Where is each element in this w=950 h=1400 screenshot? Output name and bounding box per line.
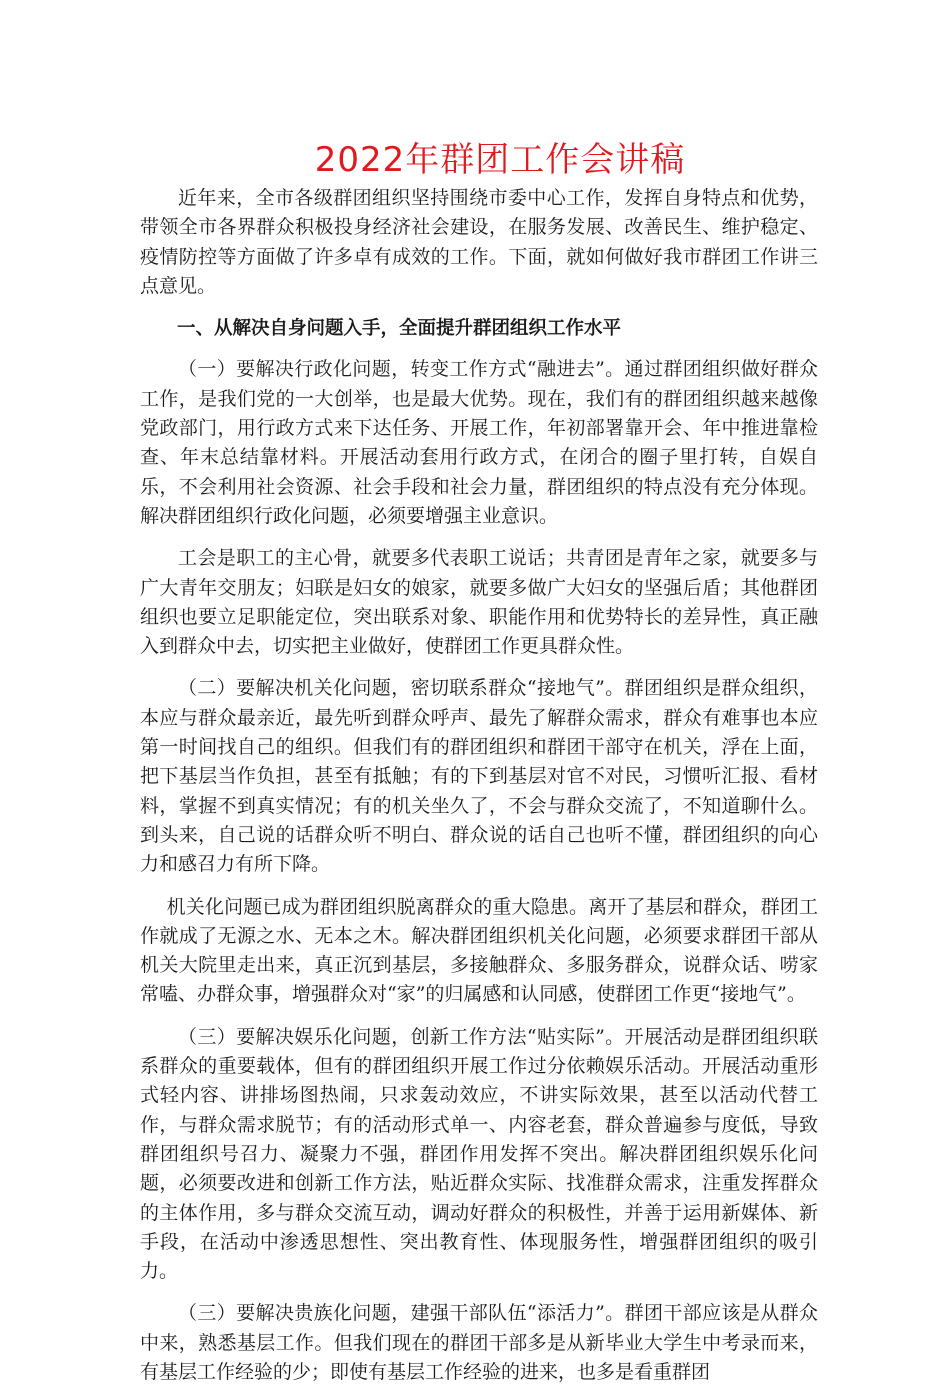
section-heading-1: 一、从解决自身问题入手，全面提升群团组织工作水平 xyxy=(177,318,622,340)
paragraph-intro: 近年来，全市各级群团组织坚持围绕市委中心工作，发挥自身特点和优势，带领全市各界群众积极投身经济社会建设，在服务发展、改善民生、维护稳定、疫情防控等方面做了许多卓有成效的工作。下面，就如何做好我市群团工作讲三点意见。 xyxy=(140,187,818,297)
paragraph-entertainment: （三）要解决娱乐化问题，创新工作方法“贴实际”。开展活动是群团组织联系群众的重要载体，但有的群团组织开展工作过分依赖娱乐活动。开展活动重形式轻内容、讲排场图热闹，只求轰动效应，不讲实际效果，甚至以活动代替工作，与群众需求脱节；有的活动形式单一、内容老套，群众普遍参与度低，导致群团组织号召力、凝聚力不强，群团作用发挥不突出。解决群团组织娱乐化问题，必须要改进和创新工作方法，贴近群众实际、找准群众需求，注重发挥群众的主体作用，多与群众交流互动，调动好群众的积极性，并善于运用新媒体、新手段，在活动中渗透思想性、突出教育性、体现服务性，增强群团组织的吸引力。 xyxy=(140,1025,818,1283)
paragraph-grassroots: 机关化问题已成为群团组织脱离群众的重大隐患。离开了基层和群众，群团工作就成了无源之水、无本之木。解决群团组织机关化问题，必须要求群团干部从机关大院里走出来，真正沉到基层，多接触群众、多服务群众，说群众话、唠家常嗑、办群众事，增强群众对“家”的归属感和认同感，使群团工作更“接地气”。 xyxy=(140,895,818,1006)
paragraph-administrative: （一）要解决行政化问题，转变工作方式“融进去”。通过群团组织做好群众工作，是我们党的一大创举，也是最大优势。现在，我们有的群团组织越来越像党政部门，用行政方式来下达任务、开展工作，年初部署靠开会、年中推进靠检查、年末总结靠材料。开展活动套用行政方式，在闭合的圈子里打转，自娱自乐，不会利用社会资源、社会手段和社会力量，群团组织的特点没有充分体现。解决群团组织行政化问题，必须要增强主业意识。 xyxy=(140,358,818,527)
paragraph-bureaucratic: （二）要解决机关化问题，密切联系群众“接地气”。群团组织是群众组织，本应与群众最亲近，最先听到群众呼声、最先了解群众需求，群众有难事也本应第一时间找自己的组织。但我们有的群团组织和群团干部守在机关，浮在上面，把下基层当作负担，甚至有抵触；有的下到基层对官不对民，习惯听汇报、看材料，掌握不到真实情况；有的机关坐久了，不会与群众交流了，不知道聊什么。到头来，自己说的话群众听不明白、群众说的话自己也听不懂，群团组织的向心力和感召力有所下降。 xyxy=(140,677,818,876)
paragraph-elitism: （三）要解决贵族化问题，建强干部队伍“添活力”。群团干部应该是从群众中来，熟悉基层工作。但我们现在的群团干部多是从新毕业大学生中考录而来，有基层工作经验的少；即使有基层工作经验的进来，也多是看重群团 xyxy=(140,1302,818,1383)
document-body xyxy=(140,184,818,1400)
paragraph-main-duty: 工会是职工的主心骨，就要多代表职工说话；共青团是青年之家，就要多与广大青年交朋友；妇联是妇女的娘家，就要多做广大妇女的坚强后盾；其他群团组织也要立足职能定位，突出联系对象、职能作用和优势特长的差异性，真正融入到群众中去，切实把主业做好，使群团工作更具群众性。 xyxy=(140,547,818,658)
document-title: 2022年群团工作会讲稿 xyxy=(314,140,686,180)
